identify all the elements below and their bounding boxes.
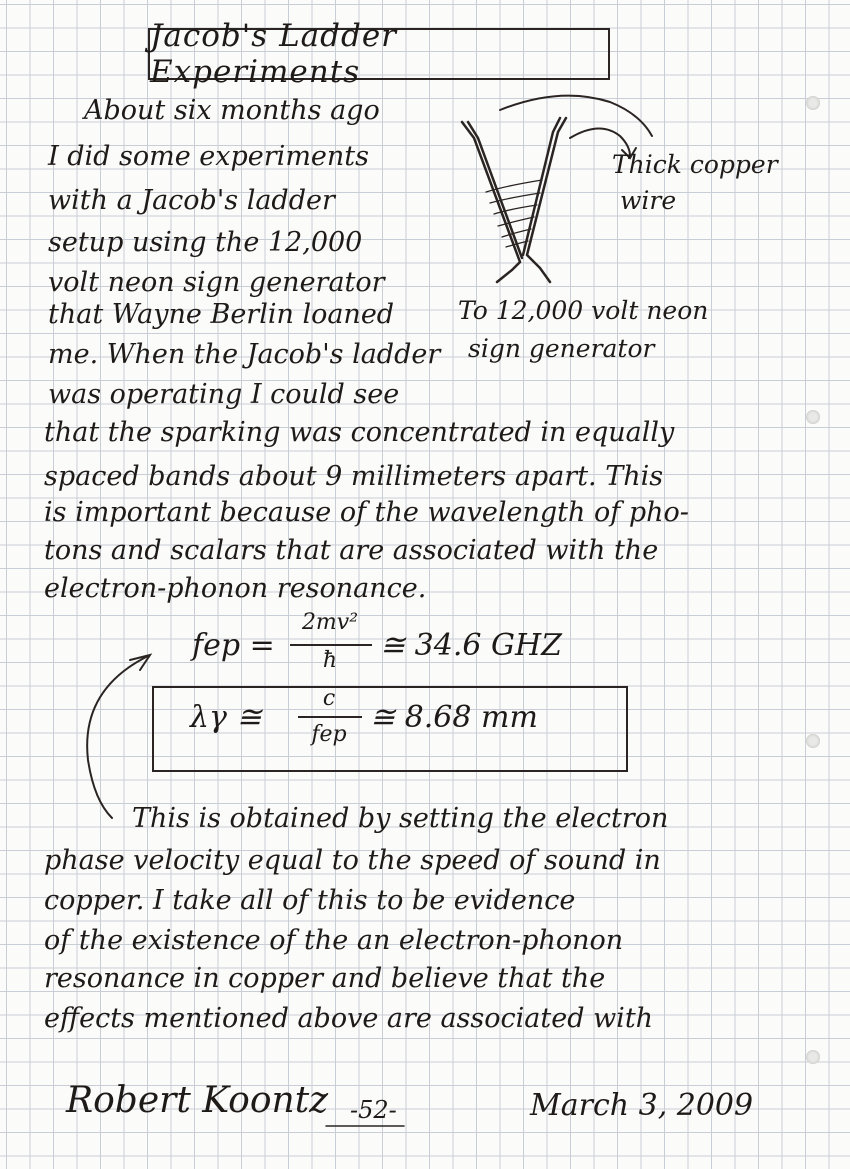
text-line: spaced bands about 9 millimeters apart. This: [44, 461, 664, 492]
generator-label-line2: sign generator: [468, 334, 655, 363]
text-line: electron-phonon resonance.: [44, 573, 427, 604]
text-line: is important because of the wavelength of pho-: [44, 497, 689, 528]
overhead-arc: [500, 96, 652, 136]
text-line: was operating I could see: [48, 379, 400, 410]
formula-lambda-lhs: λγ ≅: [190, 700, 262, 735]
wire-label-line2: wire: [620, 186, 677, 215]
page-number: -52-: [350, 1096, 397, 1124]
text-line: me. When the Jacob's ladder: [48, 339, 441, 370]
text-line: About six months ago: [84, 95, 380, 126]
text-line: of the existence of the an electron-phonon: [44, 925, 624, 956]
text-line: tons and scalars that are associated with the: [44, 535, 659, 566]
text-line: setup using the 12,000: [48, 227, 363, 258]
formula-fep-denominator: ħ: [322, 648, 338, 673]
formula-lambda-rhs: ≅ 8.68 mm: [370, 700, 538, 735]
page-title: Jacob's Ladder Experiments: [148, 28, 610, 80]
text-line: effects mentioned above are associated with: [44, 1003, 654, 1034]
text-line: that the sparking was concentrated in equally: [44, 417, 675, 448]
author-signature: Robert Koontz: [66, 1080, 329, 1121]
text-line: I did some experiments: [48, 141, 369, 172]
text-line: with a Jacob's ladder: [48, 185, 335, 216]
formula-fep-lhs: fep =: [192, 628, 275, 663]
text-line: resonance in copper and believe that the: [44, 963, 606, 994]
text-line: that Wayne Berlin loaned: [48, 299, 395, 330]
right-electrode: [523, 118, 566, 282]
text-line: phase velocity equal to the speed of sound in: [44, 845, 661, 876]
text-line: copper. I take all of this to be evidence: [44, 885, 576, 916]
formula-fep-numerator: 2mv²: [301, 610, 359, 635]
formula-arrow: [87, 656, 148, 818]
formula-lambda-fraction-bar: [298, 716, 362, 718]
formula-lambda-denominator: fep: [311, 722, 347, 747]
text-line: volt neon sign generator: [48, 267, 385, 298]
entry-date: March 3, 2009: [530, 1088, 754, 1123]
formula-fep-fraction-bar: [290, 644, 372, 646]
formula-fep-rhs: ≅ 34.6 GHZ: [380, 628, 562, 663]
formula-lambda-numerator: c: [322, 686, 336, 711]
wire-label-line1: Thick copper: [612, 150, 778, 179]
generator-label-line1: To 12,000 volt neon: [458, 296, 709, 325]
text-line: This is obtained by setting the electron: [132, 803, 669, 834]
